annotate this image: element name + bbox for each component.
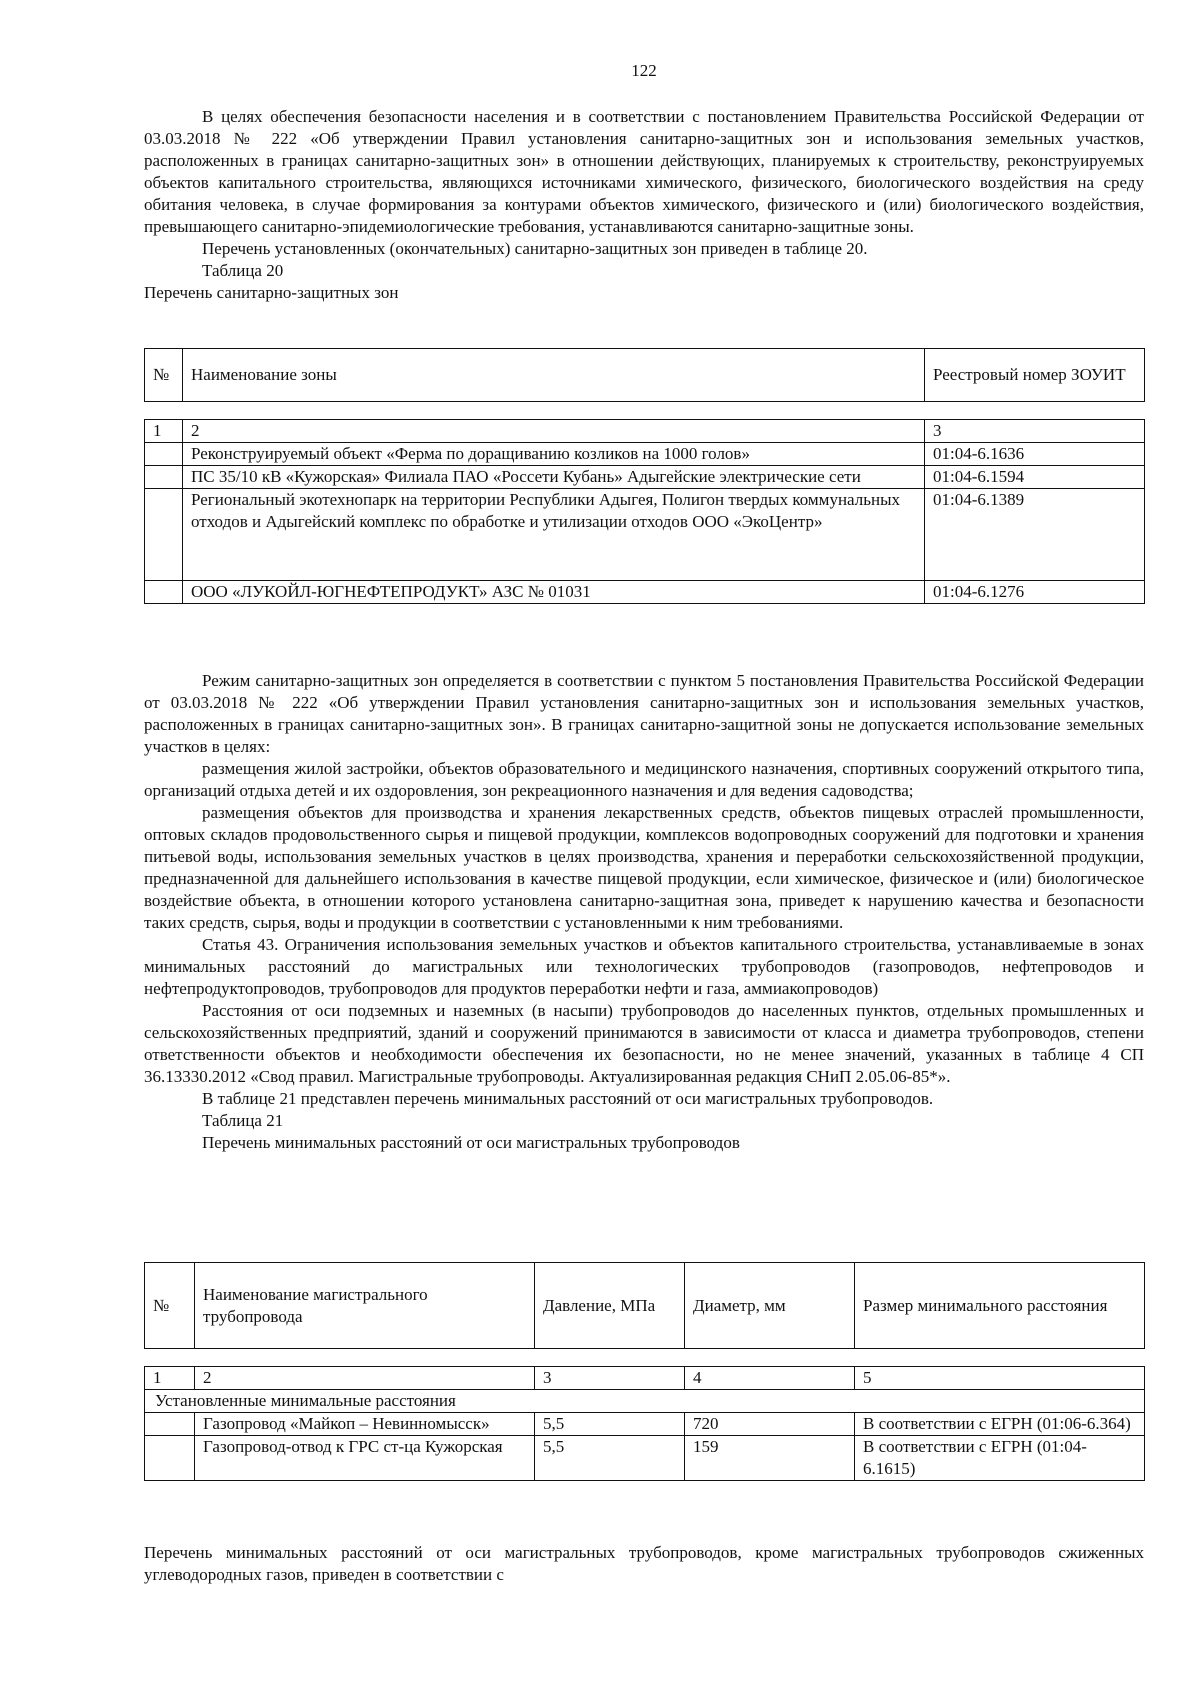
paragraph: Расстояния от оси подземных и наземных (в насыпи) трубопроводов до населенных пунктов, отдельных промышленных и сельскохозяйственных предприятий, зданий и сооружений принимаются в зависимости от класса и диаметра трубопроводов, степени ответственности объектов и необходимости обеспечения их безопасности, но не менее значений, указанных в таблице 4 СП 36.13330.2012 «Свод правил. Магистральные трубопроводы. Актуализированная редакция СНиП 2.05.06-85*». (144, 1001, 1144, 1086)
table-header-row (145, 1263, 1145, 1349)
pipeline-pressure: 5,5 (535, 1413, 685, 1436)
table-row (145, 443, 1145, 466)
pipeline-diameter: 720 (685, 1413, 855, 1436)
number-cell: 3 (535, 1367, 685, 1390)
number-cell: 1 (145, 1367, 195, 1390)
zone-reg-number: 01:04-6.1636 (925, 443, 1145, 466)
pipeline-name: Газопровод «Майкоп – Невинномысск» (195, 1413, 535, 1436)
number-cell: 1 (145, 420, 183, 443)
header-cell: № (145, 349, 183, 402)
pipeline-name: Газопровод-отвод к ГРС ст-ца Кужорская (195, 1436, 535, 1481)
zone-name: Региональный экотехнопарк на территории Республики Адыгея, Полигон твердых коммунальных отходов и Адыгейский комплекс по обработке и утилизации отходов ООО «ЭкоЦентр» (183, 489, 925, 581)
zone-name: Реконструируемый объект «Ферма по доращиванию козликов на 1000 голов» (183, 443, 925, 466)
regime-section (144, 670, 1144, 1154)
paragraph: размещения объектов для производства и хранения лекарственных средств, объектов пищевых отраслей промышленности, оптовых складов продовольственного сырья и пищевой продукции, комплексов водопроводных сооружений для подготовки и хранения питьевой воды, использования земельных участков в целях производства, хранения и переработки сельскохозяйственной продукции, предназначенной для дальнейшего использования в качестве пищевой продукции, если химическое, физическое и (или) биологическое воздействие объекта, в отношении которого установлена санитарно-защитная зона, приведет к нарушению качества и безопасности таких средств, сырья, воды и продукции в соответствии с установленными к ним требованиями. (144, 803, 1144, 932)
intro-section (144, 106, 1144, 304)
table-numbering-row (145, 420, 1145, 443)
zone-reg-number: 01:04-6.1594 (925, 466, 1145, 489)
zone-name: ПС 35/10 кВ «Кужорская» Филиала ПАО «Россети Кубань» Адыгейские электрические сети (183, 466, 925, 489)
table-title: Перечень минимальных расстояний от оси магистральных трубопроводов (202, 1133, 740, 1152)
paragraph: В таблице 21 представлен перечень минимальных расстояний от оси магистральных трубопроводов. (202, 1089, 934, 1108)
closing-section (144, 1542, 1144, 1586)
table-row (145, 489, 1145, 581)
table-header-row (145, 349, 1145, 402)
table-row (145, 581, 1145, 604)
header-cell: Наименование зоны (183, 349, 925, 402)
number-cell: 4 (685, 1367, 855, 1390)
paragraph: размещения жилой застройки, объектов образовательного и медицинского назначения, спортивных сооружений открытого типа, организаций отдыха детей и их оздоровления, зон рекреационного назначения и для ведения садоводства; (144, 759, 1144, 800)
header-cell: Реестровый номер ЗОУИТ (925, 349, 1145, 402)
paragraph: Перечень минимальных расстояний от оси магистральных трубопроводов, кроме магистральных трубопроводов сжиженных углеводородных газов, приведен в соответствии с (144, 1543, 1144, 1584)
header-cell: № (145, 1263, 195, 1349)
table-20 (144, 348, 1144, 604)
min-distance: В соответствии с ЕГРН (01:04-6.1615) (855, 1436, 1145, 1481)
zone-reg-number: 01:04-6.1389 (925, 489, 1145, 581)
paragraph: Режим санитарно-защитных зон определяется в соответствии с пунктом 5 постановления Правительства Российской Федерации от 03.03.2018 № 222 «Об утверждении Правил установления санитарно-защитных зон и использования земельных участков, расположенных в границах санитарно-защитных зон». В границах санитарно-защитной зоны не допускается использование земельных участков в целях: (144, 671, 1144, 756)
header-cell: Размер минимального расстояния (855, 1263, 1145, 1349)
number-cell: 2 (183, 420, 925, 443)
header-cell: Диаметр, мм (685, 1263, 855, 1349)
zone-reg-number: 01:04-6.1276 (925, 581, 1145, 604)
table-label: Таблица 21 (202, 1111, 284, 1130)
number-cell: 3 (925, 420, 1145, 443)
number-cell: 5 (855, 1367, 1145, 1390)
table-numbering-row (145, 1367, 1145, 1390)
article-heading: Статья 43. Ограничения использования земельных участков и объектов капитального строительства, устанавливаемые в зонах минимальных расстояний до магистральных или технологических трубопроводов (газопроводов, нефтепроводов и нефтепродуктопроводов, трубопроводов для продуктов переработки нефти и газа, аммиакопроводов) (144, 935, 1144, 998)
page-number: 122 (631, 61, 657, 80)
table-section-row (145, 1390, 1145, 1413)
header-cell: Давление, МПа (535, 1263, 685, 1349)
table-label: Таблица 20 (202, 261, 284, 280)
number-cell: 2 (195, 1367, 535, 1390)
table-row (145, 1436, 1145, 1481)
table-row (145, 466, 1145, 489)
pipeline-pressure: 5,5 (535, 1436, 685, 1481)
zone-name: ООО «ЛУКОЙЛ-ЮГНЕФТЕПРОДУКТ» АЗС № 01031 (183, 581, 925, 604)
paragraph: Перечень установленных (окончательных) санитарно-защитных зон приведен в таблице 20. (202, 239, 868, 258)
paragraph: В целях обеспечения безопасности населения и в соответствии с постановлением Правительства Российской Федерации от 03.03.2018 № 222 «Об утверждении Правил установления санитарно-защитных зон и использования земельных участков, расположенных в границах санитарно-защитных зон» в отношении действующих, планируемых к строительству, реконструируемых объектов капитального строительства, являющихся источниками химического, физического, биологического воздействия на среду обитания человека, в случае формирования за контурами объектов химического, физического и (или) биологического воздействия, превышающего санитарно-эпидемиологические требования, устанавливаются санитарно-защитные зоны. (144, 107, 1144, 236)
section-title: Установленные минимальные расстояния (145, 1390, 1145, 1413)
header-cell: Наименование магистрального трубопровода (195, 1263, 535, 1349)
table-21 (144, 1262, 1144, 1481)
table-row (145, 1413, 1145, 1436)
pipeline-diameter: 159 (685, 1436, 855, 1481)
table-title: Перечень санитарно-защитных зон (144, 283, 399, 302)
min-distance: В соответствии с ЕГРН (01:06-6.364) (855, 1413, 1145, 1436)
